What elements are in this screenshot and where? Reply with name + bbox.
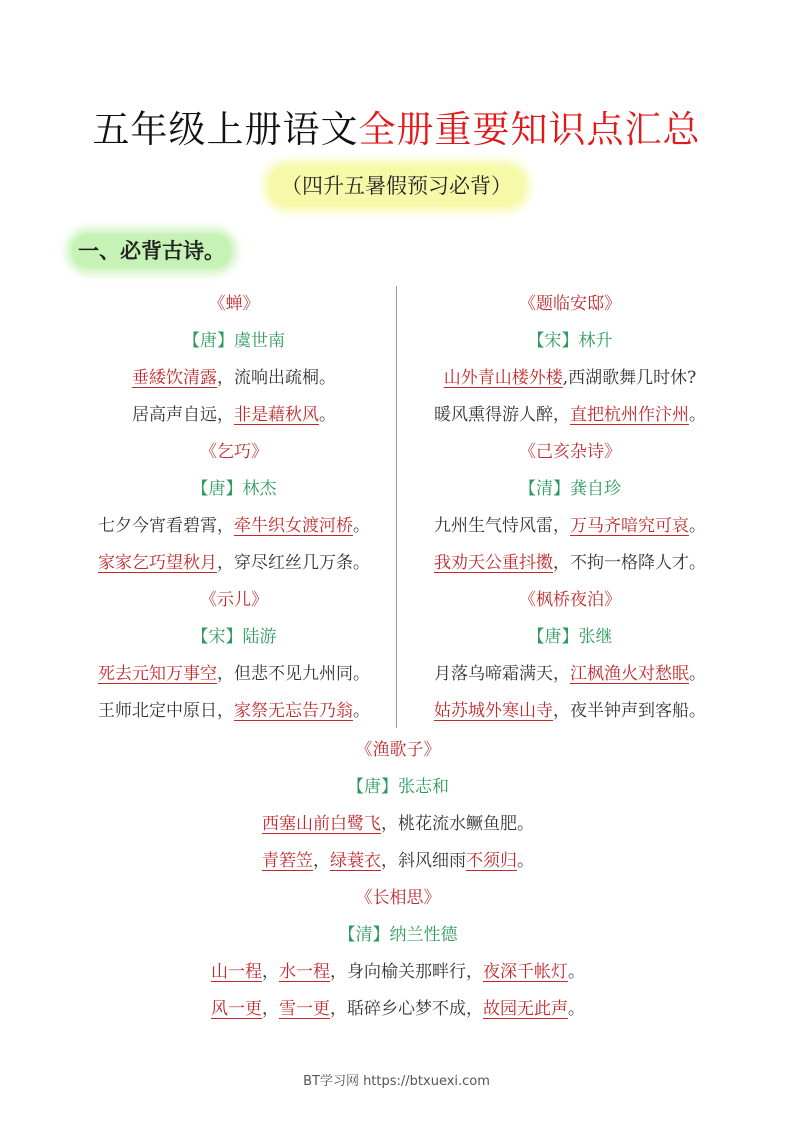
highlighted-phrase: 垂緌饮清露	[132, 368, 217, 388]
poem-verse	[72, 508, 396, 545]
verse-text: 。	[689, 516, 706, 536]
verse-text: 。	[689, 664, 706, 684]
highlighted-phrase: 江枫渔火对愁眠	[570, 664, 689, 684]
poem-verse	[72, 806, 724, 843]
verse-text: 七夕今宵看碧霄，	[98, 516, 234, 536]
title-part-black: 五年级上册语文	[92, 108, 359, 151]
verse-text: 。	[568, 999, 585, 1019]
section-heading: 一、必背古诗。	[72, 234, 231, 268]
verse-text: 居高声自远，	[132, 405, 234, 425]
verse-text: ，穿尽红丝几万条。	[217, 553, 370, 573]
verse-text: ，流响出疏桐。	[217, 368, 336, 388]
right-poem-column	[408, 286, 732, 730]
verse-text: ，夜半钟声到客船。	[553, 701, 706, 721]
highlighted-phrase: 不须归	[466, 851, 517, 871]
highlighted-phrase: 牵牛织女渡河桥	[234, 516, 353, 536]
poem-author: 【唐】虞世南	[183, 331, 285, 351]
poem-verse	[72, 397, 396, 434]
page-subtitle: （四升五暑假预习必背）	[269, 166, 524, 206]
poem-verse	[408, 545, 732, 582]
verse-text: ，	[262, 999, 279, 1019]
poem-verse	[408, 397, 732, 434]
verse-text: ，桃花流水鳜鱼肥。	[381, 814, 534, 834]
poem-verse	[408, 693, 732, 730]
verse-text: 。	[689, 405, 706, 425]
verse-text: ，斜风细雨	[381, 851, 466, 871]
verse-text: ，	[262, 962, 279, 982]
subtitle-wrapper	[0, 166, 793, 206]
poem-title: 《己亥杂诗》	[519, 442, 621, 462]
highlighted-phrase: 我劝天公重抖擞	[434, 553, 553, 573]
poem-verse	[72, 954, 724, 991]
poem-title: 《渔歌子》	[355, 740, 441, 760]
verse-text: ，聒碎乡心梦不成，	[330, 999, 483, 1019]
poem-verse	[408, 508, 732, 545]
highlighted-phrase: 风一更	[211, 999, 262, 1019]
highlighted-phrase: 万马齐喑究可哀	[570, 516, 689, 536]
column-divider	[396, 286, 397, 728]
highlighted-phrase: 雪一更	[279, 999, 330, 1019]
poem-author: 【宋】陆游	[191, 627, 277, 647]
poem-title: 《蝉》	[208, 294, 260, 314]
highlighted-phrase: 姑苏城外寒山寺	[434, 701, 553, 721]
highlighted-phrase: 西塞山前白鹭飞	[262, 814, 381, 834]
verse-text: 月落乌啼霜满天，	[434, 664, 570, 684]
poem-verse	[408, 360, 732, 397]
verse-text: 暖风熏得游人醉，	[434, 405, 570, 425]
verse-text: 。	[353, 516, 370, 536]
poem-verse	[72, 693, 396, 730]
highlighted-phrase: 山一程	[211, 962, 262, 982]
poem-verse	[72, 545, 396, 582]
bottom-poem-column	[72, 732, 724, 1028]
highlighted-phrase: 绿蓑衣	[330, 851, 381, 871]
verse-text: 王师北定中原日，	[98, 701, 234, 721]
highlighted-phrase: 直把杭州作汴州	[570, 405, 689, 425]
poem-author: 【唐】张志和	[347, 777, 449, 797]
highlighted-phrase: 故园无此声	[483, 999, 568, 1019]
poem-author: 【清】纳兰性德	[338, 925, 458, 945]
verse-text: ,西湖歌舞几时休?	[562, 368, 697, 388]
verse-text: ，但悲不见九州同。	[217, 664, 370, 684]
highlighted-phrase: 夜深千帐灯	[483, 962, 568, 982]
highlighted-phrase: 死去元知万事空	[98, 664, 217, 684]
poem-author: 【宋】林升	[527, 331, 613, 351]
highlighted-phrase: 水一程	[279, 962, 330, 982]
highlighted-phrase: 非是藉秋风	[234, 405, 319, 425]
poem-author: 【唐】林杰	[191, 479, 277, 499]
verse-text: ，身向榆关那畔行，	[330, 962, 483, 982]
highlighted-phrase: 青箬笠	[262, 851, 313, 871]
verse-text: ，	[313, 851, 330, 871]
poem-verse	[72, 656, 396, 693]
verse-text: 。	[353, 701, 370, 721]
poem-verse	[72, 360, 396, 397]
verse-text: ，不拘一格降人才。	[553, 553, 706, 573]
verse-text: 。	[517, 851, 534, 871]
highlighted-phrase: 家祭无忘告乃翁	[234, 701, 353, 721]
poem-verse	[72, 843, 724, 880]
verse-text: 九州生气恃风雷，	[434, 516, 570, 536]
poem-verse	[408, 656, 732, 693]
poem-title: 《乞巧》	[200, 442, 268, 462]
highlighted-phrase: 山外青山楼外楼	[443, 368, 563, 388]
verse-text: 。	[568, 962, 585, 982]
poem-author: 【唐】张继	[527, 627, 613, 647]
poem-title: 《枫桥夜泊》	[519, 590, 621, 610]
page-title	[0, 104, 793, 156]
left-poem-column	[72, 286, 396, 730]
poem-title: 《长相思》	[355, 888, 441, 908]
poem-title: 《题临安邸》	[519, 294, 621, 314]
poem-verse	[72, 991, 724, 1028]
poem-title: 《示儿》	[200, 590, 268, 610]
poem-author: 【清】龚自珍	[519, 479, 621, 499]
footer-watermark: BT学习网 https://btxuexi.com	[303, 1074, 490, 1089]
title-part-red: 全册重要知识点汇总	[358, 108, 701, 151]
verse-text: 。	[319, 405, 336, 425]
highlighted-phrase: 家家乞巧望秋月	[98, 553, 217, 573]
